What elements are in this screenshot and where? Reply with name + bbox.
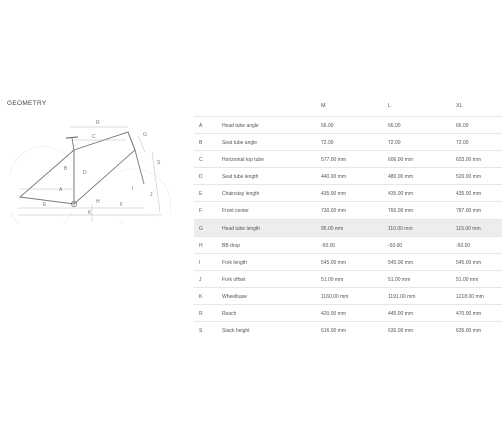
table-row: B Seat tube angle 72.00 72.00 72.00 bbox=[194, 133, 502, 150]
col-header-l: L bbox=[388, 103, 392, 109]
label-i: I bbox=[132, 186, 134, 192]
table-row: I Fork length 545.00 mm 545.00 mm 545.00 mm bbox=[194, 253, 502, 270]
table-row: C Horizontal top tube 577.00 mm 606.00 mm 633.00 mm bbox=[194, 150, 502, 167]
section-title: GEOMETRY bbox=[7, 100, 47, 107]
label-c: C bbox=[92, 134, 96, 140]
label-j: J bbox=[150, 192, 153, 198]
label-s: S bbox=[157, 160, 161, 166]
table-row-highlighted: G Head tube length 95.00 mm 110.00 mm 115.00 mm bbox=[194, 219, 502, 236]
table-row: A Head tube angle 66.00 66.00 66.00 bbox=[194, 116, 502, 133]
label-r: R bbox=[96, 120, 100, 126]
label-e: E bbox=[43, 202, 47, 208]
table-row: E Chainstay length 435.00 mm 435.00 mm 435.00 mm bbox=[194, 184, 502, 201]
table-row: J Fork offset 51.00 mm 51.00 mm 51.00 mm bbox=[194, 270, 502, 287]
col-header-xl: XL bbox=[456, 103, 463, 109]
label-k: K bbox=[88, 210, 92, 216]
table-row: H BB drop -50.00 -50.00 -50.00 bbox=[194, 236, 502, 253]
label-h: H bbox=[96, 199, 100, 205]
bike-geometry-diagram bbox=[0, 112, 185, 224]
label-f: F bbox=[120, 202, 124, 208]
table-row: K Wheelbase 1160.00 mm 1191.00 mm 1218.00 mm bbox=[194, 287, 502, 304]
label-b: B bbox=[64, 166, 68, 172]
geometry-table bbox=[194, 116, 502, 338]
label-g: G bbox=[143, 132, 147, 138]
label-a: A bbox=[59, 187, 63, 193]
table-row: R Reach 420.00 mm 445.00 mm 470.00 mm bbox=[194, 304, 502, 321]
col-header-m: M bbox=[321, 103, 326, 109]
label-d: D bbox=[83, 170, 87, 176]
table-row: D Seat tube length 440.00 mm 480.00 mm 520.00 mm bbox=[194, 167, 502, 184]
table-row: F Front center 730.00 mm 760.00 mm 787.00 mm bbox=[194, 201, 502, 218]
table-row: S Stack height 616.00 mm 630.00 mm 635.00 mm bbox=[194, 321, 502, 338]
